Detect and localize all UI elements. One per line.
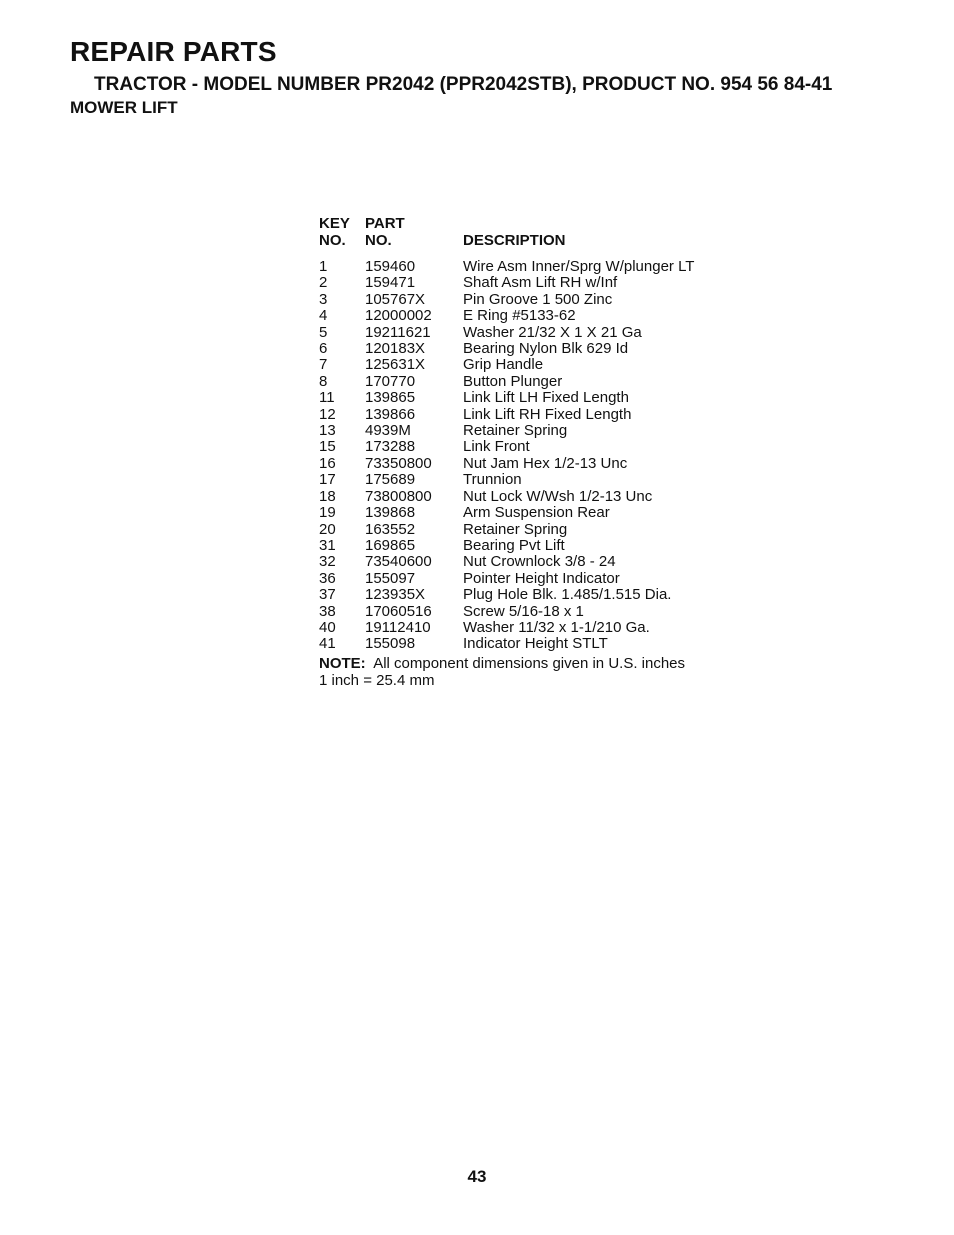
- key-no-cell: 13: [319, 422, 336, 440]
- part-no-cell: 155098: [365, 635, 416, 653]
- description-cell: Washer 21/32 X 1 X 21 Ga: [463, 323, 642, 341]
- part-no-cell: 73800800: [365, 487, 432, 505]
- table-row: [319, 636, 723, 652]
- table-row: [319, 489, 723, 505]
- table-row: [319, 407, 723, 423]
- part-no-cell: 169865: [365, 536, 416, 554]
- part-no-cell: 163552: [365, 520, 416, 538]
- description-header: DESCRIPTION: [463, 232, 566, 249]
- description-cell: Bearing Nylon Blk 629 Id: [463, 340, 629, 358]
- part-no-cell: 12000002: [365, 307, 432, 325]
- table-row: [319, 505, 723, 521]
- description-cell: Pin Groove 1 500 Zinc: [463, 290, 613, 308]
- part-no-cell: 173288: [365, 438, 416, 456]
- key-no-cell: 37: [319, 586, 336, 604]
- table-row: [319, 538, 723, 554]
- description-cell: Link Lift RH Fixed Length: [463, 405, 632, 423]
- note-block: [319, 656, 685, 689]
- part-no-cell: 170770: [365, 372, 416, 390]
- table-row: [319, 554, 723, 570]
- part-header-line2: NO.: [365, 232, 392, 249]
- part-no-cell: 139865: [365, 389, 416, 407]
- description-cell: Pointer Height Indicator: [463, 569, 620, 587]
- part-header-line1: PART: [365, 215, 405, 232]
- table-row: [319, 275, 723, 291]
- key-no-cell: 40: [319, 618, 336, 636]
- part-no-cell: 4939M: [365, 422, 411, 440]
- note-conversion: 1 inch = 25.4 mm: [319, 671, 435, 689]
- part-no-cell: 19211621: [365, 323, 431, 341]
- table-row: [319, 374, 723, 390]
- part-no-cell: 123935X: [365, 586, 426, 604]
- description-cell: Retainer Spring: [463, 422, 568, 440]
- table-row: [319, 249, 723, 275]
- key-no-cell: 36: [319, 569, 336, 587]
- key-no-cell: 8: [319, 372, 328, 390]
- key-no-cell: 32: [319, 553, 336, 571]
- key-no-cell: 41: [319, 635, 336, 653]
- description-cell: Shaft Asm Lift RH w/Inf: [463, 274, 618, 292]
- part-no-cell: 73540600: [365, 553, 432, 571]
- key-no-cell: 4: [319, 307, 328, 325]
- table-header-row: [319, 213, 723, 249]
- key-no-cell: 16: [319, 454, 336, 472]
- description-cell: Indicator Height STLT: [463, 635, 608, 653]
- key-no-cell: 3: [319, 290, 328, 308]
- key-no-cell: 7: [319, 356, 328, 374]
- description-cell: Nut Crownlock 3/8 - 24: [463, 553, 616, 571]
- part-no-cell: 120183X: [365, 340, 426, 358]
- key-no-cell: 20: [319, 520, 336, 538]
- table-row: [319, 357, 723, 373]
- key-no-cell: 2: [319, 274, 328, 292]
- description-cell: Nut Lock W/Wsh 1/2-13 Unc: [463, 487, 653, 505]
- parts-table: [319, 213, 723, 653]
- table-row: [319, 308, 723, 324]
- part-no-cell: 139868: [365, 504, 416, 522]
- part-no-header: [365, 213, 463, 249]
- key-no-cell: 15: [319, 438, 336, 456]
- part-no-cell: 159460: [365, 258, 416, 275]
- note-text: All component dimensions given in U.S. inches: [373, 655, 686, 672]
- parts-table-body: [319, 249, 723, 653]
- page-title: REPAIR PARTS: [70, 36, 277, 67]
- key-header-line2: NO.: [319, 232, 346, 249]
- description-cell: Bearing Pvt Lift: [463, 536, 565, 554]
- table-row: [319, 292, 723, 308]
- description-cell: Button Plunger: [463, 372, 563, 390]
- table-row: [319, 571, 723, 587]
- key-no-cell: 12: [319, 405, 336, 423]
- part-no-cell: 155097: [365, 569, 416, 587]
- part-no-cell: 17060516: [365, 602, 432, 620]
- page-number: 43: [467, 1167, 487, 1186]
- table-row: [319, 341, 723, 357]
- part-no-cell: 73350800: [365, 454, 432, 472]
- table-row: [319, 439, 723, 455]
- model-subtitle: TRACTOR - MODEL NUMBER PR2042 (PPR2042STB), PRODUCT NO. 954 56 84-41: [94, 74, 833, 95]
- part-no-cell: 139866: [365, 405, 416, 423]
- key-no-cell: 11: [319, 389, 335, 407]
- description-cell: Grip Handle: [463, 356, 544, 374]
- part-no-cell: 125631X: [365, 356, 426, 374]
- key-no-cell: 31: [319, 536, 336, 554]
- part-no-cell: 105767X: [365, 290, 426, 308]
- key-no-cell: 1: [319, 258, 328, 275]
- key-no-cell: 6: [319, 340, 328, 358]
- section-heading: MOWER LIFT: [70, 98, 178, 117]
- part-no-cell: 175689: [365, 471, 416, 489]
- note-label: NOTE:: [319, 655, 366, 672]
- table-row: [319, 472, 723, 488]
- description-cell: Nut Jam Hex 1/2-13 Unc: [463, 454, 628, 472]
- part-no-cell: 19112410: [365, 618, 431, 636]
- description-cell: Washer 11/32 x 1-1/210 Ga.: [463, 618, 650, 636]
- table-row: [319, 390, 723, 406]
- key-no-header: [319, 213, 365, 249]
- description-cell: Retainer Spring: [463, 520, 568, 538]
- part-no-cell: 159471: [365, 274, 416, 292]
- description-cell: Screw 5/16-18 x 1: [463, 602, 584, 620]
- table-row: [319, 587, 723, 603]
- table-row: [319, 620, 723, 636]
- table-row: [319, 522, 723, 538]
- description-cell: Wire Asm Inner/Sprg W/plunger LT: [463, 258, 695, 275]
- description-cell: Link Lift LH Fixed Length: [463, 389, 629, 407]
- description-cell: Link Front: [463, 438, 530, 456]
- table-row: [319, 604, 723, 620]
- description-cell: E Ring #5133-62: [463, 307, 576, 325]
- key-no-cell: 38: [319, 602, 336, 620]
- table-row: [319, 325, 723, 341]
- description-cell: Trunnion: [463, 471, 522, 489]
- key-no-cell: 17: [319, 471, 336, 489]
- key-no-cell: 5: [319, 323, 328, 341]
- key-no-cell: 19: [319, 504, 336, 522]
- key-header-line1: KEY: [319, 215, 350, 232]
- table-row: [319, 423, 723, 439]
- key-no-cell: 18: [319, 487, 336, 505]
- description-cell: Arm Suspension Rear: [463, 504, 610, 522]
- description-cell: Plug Hole Blk. 1.485/1.515 Dia.: [463, 586, 672, 604]
- table-row: [319, 456, 723, 472]
